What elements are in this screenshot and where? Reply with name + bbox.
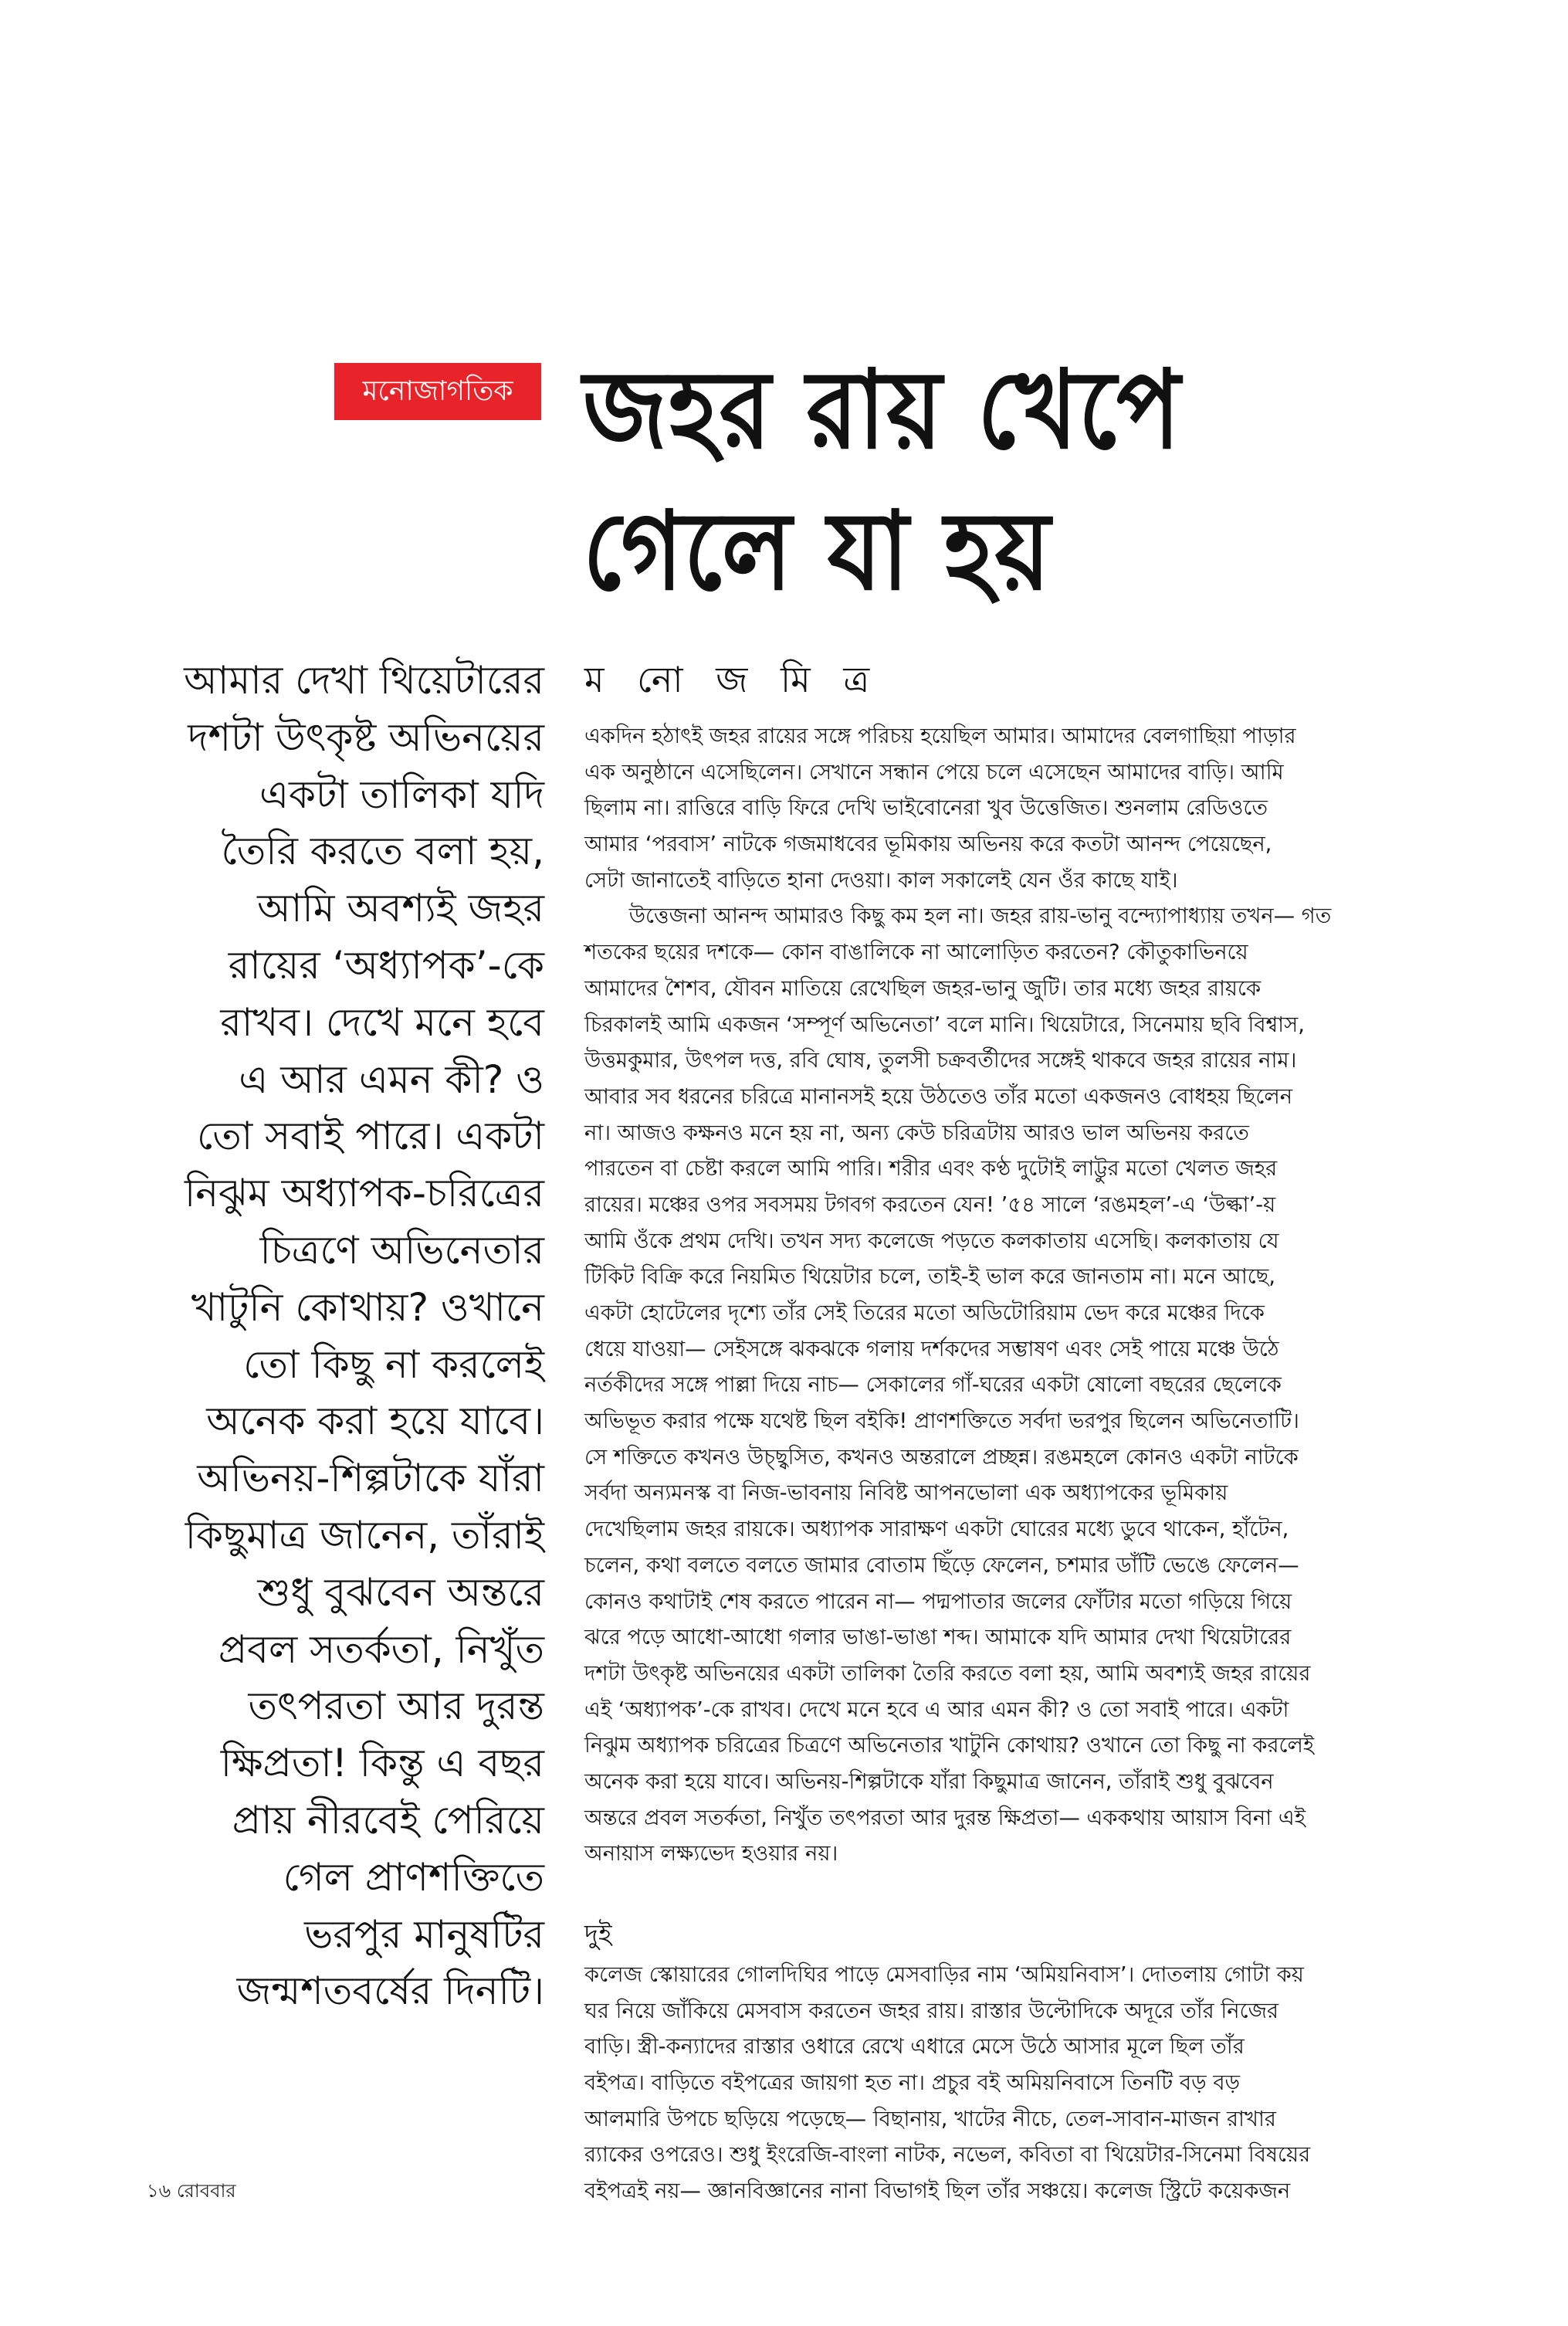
pull-quote-line: নিঝুম অধ্যাপক-চরিত্রের — [184, 1171, 544, 1216]
headline-line: গেলে যা হয় — [583, 489, 1052, 615]
pull-quote-line: রায়ের ‘অধ্যাপক’-কে — [228, 942, 544, 988]
pull-quote-line: ভরপুর মানুষটির — [304, 1911, 544, 1957]
body-line: অন্তরে প্রবল সতর্কতা, নিখুঁত তৎপরতা আর দুরন্ত ক্ষিপ্রতা— এককথায় আয়াস বিনা এই — [584, 1805, 1306, 1830]
pull-quote-line: তো কিছু না করলেই — [243, 1341, 544, 1387]
pull-quote-line: কিছুমাত্র জানেন, তাঁরাই — [185, 1512, 544, 1558]
body-line: শতকের ছয়ের দশকে— কোন বাঙালিকে না আলোড়িত করতেন? কৌতুকাভিনয়ে — [584, 940, 1248, 965]
body-line: পারতেন বা চেষ্টা করলে আমি পারি। শরীর এবং কণ্ঠ দুটোই লাট্টুর মতো খেলত জহর — [584, 1156, 1278, 1182]
pull-quote-line: প্রবল সতর্কতা, নিখুঁত — [218, 1626, 544, 1672]
body-line: কলেজ স্কোয়ারের গোলদিঘির পাড়ে মেসবাড়ির নাম ‘অমিয়নিবাস’। দোতলায় গোটা কয় — [584, 1962, 1304, 1987]
body-line: এক অনুষ্ঠানে এসেছিলেন। সেখানে সন্ধান পেয়ে চলে এসেছেন আমাদের বাড়ি। আমি — [584, 759, 1284, 785]
pull-quote-line: রাখব। দেখে মনে হবে — [220, 999, 544, 1045]
body-line: আবার সব ধরনের চরিত্রে মানানসই হয়ে উঠতেও তাঁর মতো একজনও বোধহয় ছিলেন — [584, 1083, 1293, 1109]
section-heading: দুই — [584, 1919, 612, 1950]
body-line: ঝরে পড়ে আধো-আধো গলার ভাঙা-ভাঙা শব্দ। আমাকে যদি আমার দেখা থিয়েটারের — [584, 1625, 1292, 1650]
body-line: চিরকালই আমি একজন ‘সম্পূর্ণ অভিনেতা’ বলে মানি। থিয়েটারে, সিনেমায় ছবি বিশ্বাস, — [584, 1012, 1305, 1037]
pull-quote-line: এ আর এমন কী? ও — [239, 1056, 544, 1102]
body-line: সর্বদা অন্যমনস্ক বা নিজ-ভাবনায় নিবিষ্ট আপনভোলা এক অধ্যাপকের ভূমিকায় — [584, 1480, 1228, 1506]
page-number: ১৬ — [147, 2180, 171, 2202]
pull-quote-line: চিত্রণে অভিনেতার — [259, 1227, 544, 1273]
pull-quote-line: খাটুনি কোথায়? ওখানে — [191, 1284, 544, 1330]
paragraph — [584, 1957, 1395, 2209]
body-line: সেটা জানাতেই বাড়িতে হানা দেওয়া। কাল সকালেই যেন ওঁর কাছে যাই। — [584, 867, 1178, 893]
body-line: একটা হোটেলের দৃশ্যে তাঁর সেই তিরের মতো অডিটোরিয়াম ভেদ করে মঞ্চের দিকে — [584, 1300, 1265, 1325]
body-line: র‍্যাকের ওপরেও। শুধু ইংরেজি-বাংলা নাটক, নভেল, কবিতা বা থিয়েটার-সিনেমা বিষয়ের — [584, 2142, 1311, 2168]
body-line: রায়ের। মঞ্চের ওপর সবসময় টগবগ করতেন যেন! ’৫৪ সালে ‘রঙমহল’-এ ‘উল্কা’-য় — [584, 1192, 1276, 1217]
publication-name: রোববার — [176, 2180, 236, 2202]
pull-quote — [139, 653, 544, 2020]
body-line: উত্তমকুমার, উৎপল দত্ত, রবি ঘোষ, তুলসী চক্রবর্তীদের সঙ্গেই থাকবে জহর রায়ের নাম। — [584, 1048, 1297, 1073]
pull-quote-line: আমি অবশ্যই জহর — [257, 886, 544, 931]
pull-quote-line: অনেক করা হয়ে যাবে। — [206, 1399, 544, 1444]
body-line: ছিলাম না। রাত্তিরে বাড়ি ফিরে দেখি ভাইবোনেরা খুব উত্তেজিত। শুনলাম রেডিওতে — [584, 795, 1268, 821]
article-body — [584, 718, 1395, 2209]
body-line: সে শক্তিতে কখনও উচ্ছ্বসিত, কখনও অন্তরালে প্রচ্ছন্ন। রঙমহলে কোনও একটা নাটকে — [584, 1444, 1299, 1470]
body-line: নর্তকীদের সঙ্গে পাল্লা দিয়ে নাচ— সেকালের গাঁ-ঘরের একটা ষোলো বছরের ছেলেকে — [584, 1372, 1282, 1398]
pull-quote-line: প্রায় নীরবেই পেরিয়ে — [232, 1797, 544, 1843]
page-footer — [147, 2179, 236, 2202]
pull-quote-line: ক্ষিপ্রতা! কিন্তু এ বছর — [220, 1741, 544, 1786]
body-line: বাড়ি। স্ত্রী-কন্যাদের রাস্তার ওধারে রেখে এধারে মেসে উঠে আসার মূলে ছিল তাঁর — [584, 2034, 1245, 2060]
body-line: ধেয়ে যাওয়া— সেইসঙ্গে ঝকঝকে গলায় দর্শকদের সম্ভাষণ এবং সেই পায়ে মঞ্চে উঠে — [584, 1336, 1279, 1361]
body-line: টিকিট বিক্রি করে নিয়মিত থিয়েটার চলে, তাই-ই ভাল করে জানতাম না। মনে আছে, — [584, 1264, 1276, 1290]
pull-quote-line: তৎপরতা আর দুরন্ত — [248, 1683, 544, 1729]
body-line: চলেন, কথা বলতে বলতে জামার বোতাম ছিঁড়ে ফেলেন, চশমার ডাঁটি ভেঙে ফেলেন— — [584, 1552, 1299, 1578]
body-line: অনেক করা হয়ে যাবে। অভিনয়-শিল্পটাকে যাঁরা কিছুমাত্র জানেন, তাঁরাই শুধু বুঝবেন — [584, 1768, 1274, 1794]
body-line: দেখেছিলাম জহর রায়কে। অধ্যাপক সারাক্ষণ একটা ঘোরের মধ্যে ডুবে থাকেন, হাঁটেন, — [584, 1517, 1289, 1542]
pull-quote-line: আমার দেখা থিয়েটারের — [184, 658, 544, 703]
paragraph — [584, 718, 1395, 898]
pull-quote-line: জন্মশতবর্ষের দিনটি। — [236, 1968, 544, 2014]
body-line: অনায়াস লক্ষ্যভেদ হওয়ার নয়। — [584, 1841, 838, 1867]
body-line: কোনও কথাটাই শেষ করতে পারেন না— পদ্মপাতার জলের ফোঁটার মতো গড়িয়ে গিয়ে — [584, 1589, 1292, 1614]
pull-quote-line: শুধু বুঝবেন অন্তরে — [257, 1569, 544, 1615]
body-line: দশটা উৎকৃষ্ট অভিনয়ের একটা তালিকা তৈরি করতে বলা হয়, আমি অবশ্যই জহর রায়ের — [584, 1660, 1311, 1686]
section-badge: মনোজাগতিক — [334, 363, 541, 420]
byline: ম নো জ মি ত্র — [584, 659, 881, 700]
body-line: না। আজও কক্ষনও মনে হয় না, অন্য কেউ চরিত্রটায় আরও ভাল অভিনয় করতে — [584, 1120, 1249, 1145]
body-line: অভিভূত করার পক্ষে যথেষ্ট ছিল বইকি! প্রাণশক্তিতে সর্বদা ভরপুর ছিলেন অভিনেতাটি। — [584, 1409, 1299, 1434]
body-line: নিঝুম অধ্যাপক চরিত্রের চিত্রণে অভিনেতার খাটুনি কোথায়? ওখানে তো কিছু না করলেই — [584, 1733, 1315, 1758]
paragraph — [584, 898, 1395, 1872]
pull-quote-line: গেল প্রাণশক্তিতে — [283, 1854, 544, 1900]
body-line: বইপত্রই নয়— জ্ঞানবিজ্ঞানের নানা বিভাগই ছিল তাঁর সঞ্চয়ে। কলেজ স্ট্রিটে কয়েকজন — [584, 2179, 1291, 2204]
headline-line: জহর রায় খেপে — [583, 348, 1182, 473]
body-line: বইপত্র। বাড়িতে বইপত্রের জায়গা হত না। প্রচুর বই অমিয়নিবাসে তিনটি বড় বড় — [584, 2070, 1241, 2096]
body-line: ঘর নিয়ে জাঁকিয়ে মেসবাস করতেন জহর রায়। রাস্তার উল্টোদিকে অদূরে তাঁর নিজের — [584, 1998, 1279, 2023]
headline — [583, 340, 1471, 622]
pull-quote-line: তৈরি করতে বলা হয়, — [221, 829, 544, 874]
body-line: একদিন হঠাৎই জহর রায়ের সঙ্গে পরিচয় হয়েছিল আমার। আমাদের বেলগাছিয়া পাড়ার — [584, 724, 1296, 748]
body-line: আলমারি উপচে ছড়িয়ে পড়েছে— বিছানায়, খাটের নীচে, তেল-সাবান-মাজন রাখার — [584, 2106, 1276, 2131]
pull-quote-line: অভিনয়-শিল্পটাকে যাঁরা — [197, 1456, 544, 1501]
pull-quote-line: তো সবাই পারে। একটা — [196, 1114, 544, 1159]
body-line: উত্তেজনা আনন্দ আমারও কিছু কম হল না। জহর রায়-ভানু বন্দ্যোপাধ্যায় তখন— গত — [628, 904, 1332, 929]
body-line: আমাদের শৈশব, যৌবন মাতিয়ে রেখেছিল জহর-ভানু জুটি। তার মধ্যে জহর রায়কে — [584, 975, 1262, 1001]
pull-quote-line: একটা তালিকা যদি — [259, 771, 544, 817]
pull-quote-line: দশটা উৎকৃষ্ট অভিনয়ের — [188, 714, 544, 760]
body-line: আমার ‘পরবাস’ নাটকে গজমাধবের ভূমিকায় অভিনয় করে কতটা আনন্দ পেয়েছেন, — [584, 832, 1272, 857]
body-line: আমি ওঁকে প্রথম দেখি। তখন সদ্য কলেজে পড়তে কলকাতায় এসেছি। কলকাতায় যে — [584, 1228, 1279, 1253]
body-line: এই ‘অধ্যাপক’-কে রাখব। দেখে মনে হবে এ আর এমন কী? ও তো সবাই পারে। একটা — [584, 1697, 1289, 1722]
